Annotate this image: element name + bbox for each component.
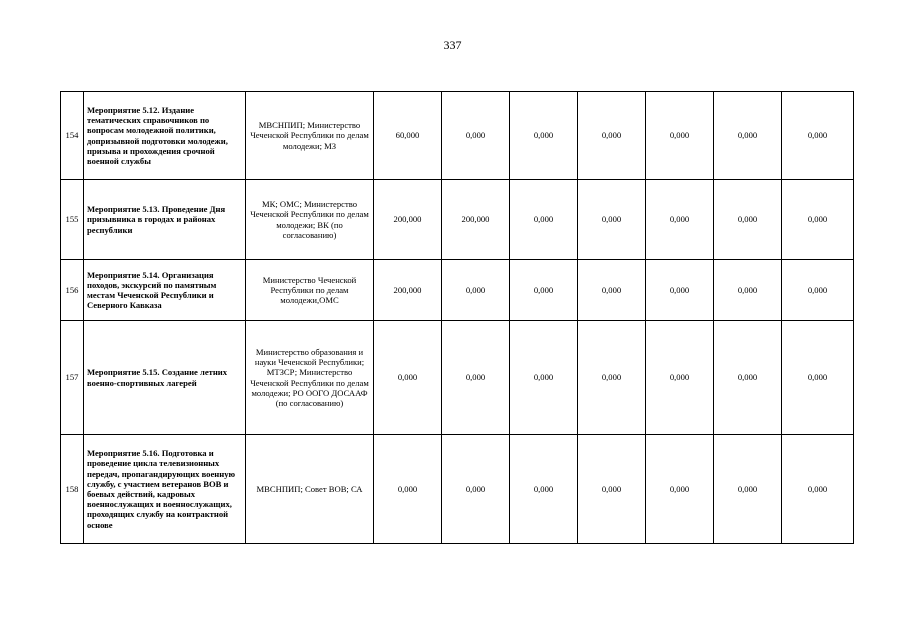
funding-value: 0,000 (714, 260, 782, 321)
measure-name: Мероприятие 5.12. Издание тематических справочников по вопросам молодежной политики, допризывной подготовки молодежи, призыва и прохождения срочной военной службы (84, 92, 246, 180)
funding-value: 0,000 (782, 92, 854, 180)
funding-value: 0,000 (714, 321, 782, 435)
funding-value: 0,000 (510, 321, 578, 435)
table-row (61, 435, 854, 544)
funding-value: 0,000 (646, 435, 714, 544)
funding-value: 200,000 (442, 180, 510, 260)
funding-value: 0,000 (374, 435, 442, 544)
funding-value: 0,000 (646, 260, 714, 321)
row-number: 155 (61, 180, 84, 260)
funding-value: 0,000 (782, 180, 854, 260)
row-number: 156 (61, 260, 84, 321)
table-row (61, 260, 854, 321)
funding-value: 0,000 (578, 435, 646, 544)
funding-value: 0,000 (442, 260, 510, 321)
funding-value: 200,000 (374, 180, 442, 260)
table-body (61, 92, 854, 544)
funding-value: 0,000 (442, 321, 510, 435)
funding-value: 0,000 (782, 435, 854, 544)
funding-value: 0,000 (714, 435, 782, 544)
executor: МВСНПИП; Совет ВОВ; СА (246, 435, 374, 544)
funding-value: 0,000 (782, 321, 854, 435)
funding-value: 0,000 (578, 260, 646, 321)
funding-value: 0,000 (578, 180, 646, 260)
funding-value: 0,000 (714, 92, 782, 180)
row-number: 154 (61, 92, 84, 180)
row-number: 158 (61, 435, 84, 544)
funding-value: 0,000 (374, 321, 442, 435)
table-row (61, 92, 854, 180)
funding-value: 60,000 (374, 92, 442, 180)
measure-name: Мероприятие 5.15. Создание летних военно-спортивных лагерей (84, 321, 246, 435)
measure-name: Мероприятие 5.13. Проведение Дня призывника в городах и районах республики (84, 180, 246, 260)
funding-value: 0,000 (578, 92, 646, 180)
funding-value: 0,000 (714, 180, 782, 260)
funding-value: 200,000 (374, 260, 442, 321)
funding-value: 0,000 (510, 260, 578, 321)
funding-value: 0,000 (442, 435, 510, 544)
funding-value: 0,000 (510, 435, 578, 544)
funding-value: 0,000 (578, 321, 646, 435)
funding-value: 0,000 (646, 92, 714, 180)
executor: МК; ОМС; Министерство Чеченской Республики по делам молодежи; ВК (по согласованию) (246, 180, 374, 260)
table-row (61, 321, 854, 435)
measure-name: Мероприятие 5.16. Подготовка и проведение цикла телевизионных передач, пропагандирующих военную службу, с участием ветеранов ВОВ и боевых действий, кадровых военнослужащих и военнослужащих, проходящих службу на контрактной основе (84, 435, 246, 544)
funding-value: 0,000 (646, 180, 714, 260)
funding-value: 0,000 (646, 321, 714, 435)
executor: Министерство образования и науки Чеченской Республики; МТЗСР; Министерство Чеченской Республики по делам молодежи; РО ООГО ДОСААФ (по согласованию) (246, 321, 374, 435)
page-number: 337 (443, 38, 462, 52)
funding-value: 0,000 (510, 92, 578, 180)
executor: Министерство Чеченской Республики по делам молодежи,ОМС (246, 260, 374, 321)
measures-table (60, 91, 854, 544)
funding-value: 0,000 (510, 180, 578, 260)
funding-value: 0,000 (442, 92, 510, 180)
row-number: 157 (61, 321, 84, 435)
executor: МВСНПИП; Министерство Чеченской Республики по делам молодежи; МЗ (246, 92, 374, 180)
funding-value: 0,000 (782, 260, 854, 321)
measure-name: Мероприятие 5.14. Организация походов, экскурсий по памятным местам Чеченской Республики и Северного Кавказа (84, 260, 246, 321)
table-row (61, 180, 854, 260)
